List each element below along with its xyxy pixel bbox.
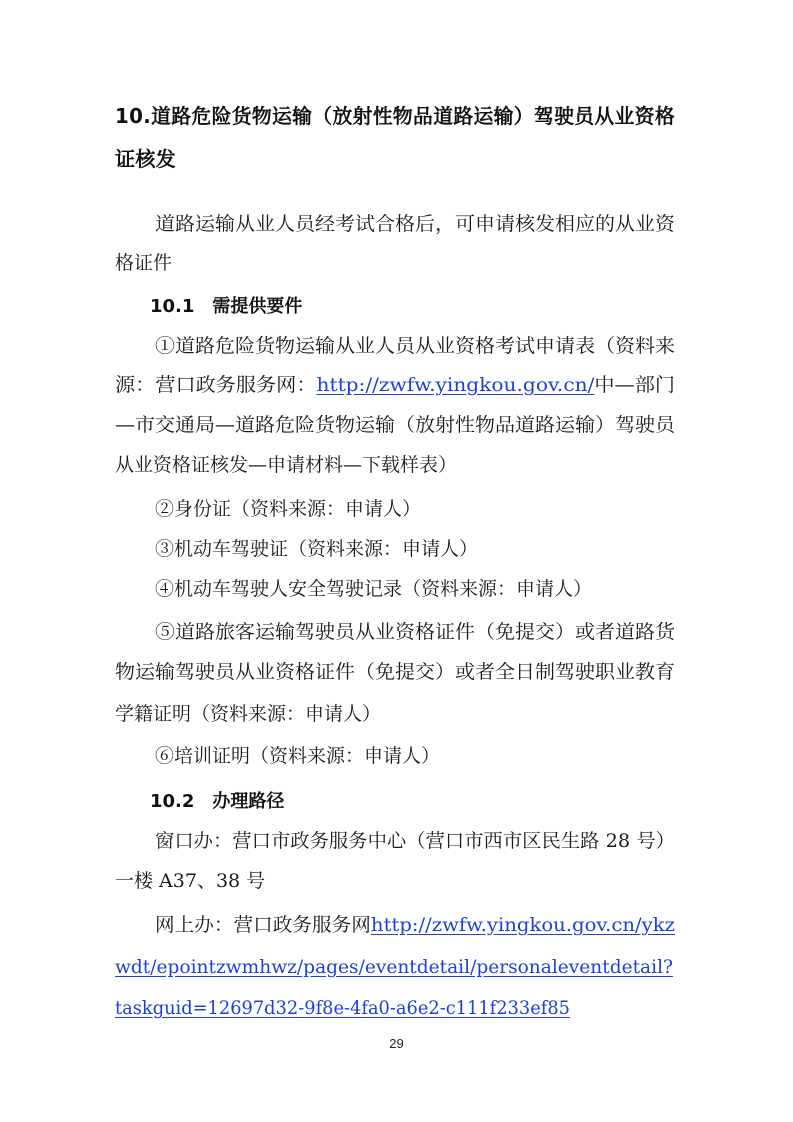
online-service-link-part-3[interactable]: taskguid=12697d32-9f8e-4fa0-a6e2-c111f233ef85 [115, 997, 571, 1019]
material-item-4: ④机动车驾驶人安全驾驶记录（资料来源：申请人） [155, 578, 593, 600]
material-item-1-line-3: —市交通局—道路危险货物运输（放射性物品道路运输）驾驶员 [115, 414, 675, 436]
page-number: 29 [389, 1036, 404, 1051]
window-office-line-2: 一楼 A37、38 号 [115, 870, 266, 892]
materials-heading: 10.1 需提供要件 [150, 296, 303, 317]
material-item-1-line-1: ①道路危险货物运输从业人员从业资格考试申请表（资料来 [155, 335, 676, 357]
material-item-1-line-2: 源：营口政务服务网：http://zwfw.yingkou.gov.cn/中—部门 [115, 374, 676, 396]
intro-paragraph-line-1: 道路运输从业人员经考试合格后，可申请核发相应的从业资 [155, 213, 676, 235]
online-office-line-1: 网上办：营口政务服务网http://zwfw.yingkou.gov.cn/ykz [155, 914, 676, 936]
online-office-line-2 [115, 954, 686, 980]
channels-heading: 10.2 办理路径 [150, 791, 285, 812]
section-title-line-1: 10.道路危险货物运输（放射性物品道路运输）驾驶员从业资格 [115, 104, 675, 128]
material-item-5-line-2: 物运输驾驶员从业资格证件（免提交）或者全日制驾驶职业教育 [115, 661, 675, 683]
zwfw-portal-link[interactable]: http://zwfw.yingkou.gov.cn/ [316, 374, 595, 396]
online-service-link-part-2[interactable]: wdt/epointzwmhwz/pages/eventdetail/personaleventdetail? [115, 956, 673, 978]
material-item-1-line-4: 从业资格证核发—申请材料—下载样表） [115, 454, 458, 476]
material-item-2: ②身份证（资料来源：申请人） [155, 498, 422, 520]
material-item-6: ⑥培训证明（资料来源：申请人） [155, 745, 441, 767]
section-title-line-2: 证核发 [115, 147, 177, 171]
material-item-5-line-3: 学籍证明（资料来源：申请人） [115, 703, 382, 725]
intro-paragraph-line-2: 格证件 [115, 252, 173, 274]
window-office-line-1: 窗口办：营口市政务服务中心（营口市西市区民生路 28 号） [155, 830, 676, 852]
online-service-link-part-1[interactable]: http://zwfw.yingkou.gov.cn/ykz [370, 914, 676, 936]
material-item-5-line-1: ⑤道路旅客运输驾驶员从业资格证件（免提交）或者道路货 [155, 621, 676, 643]
online-office-line-3 [115, 995, 601, 1021]
material-item-3: ③机动车驾驶证（资料来源：申请人） [155, 538, 479, 560]
